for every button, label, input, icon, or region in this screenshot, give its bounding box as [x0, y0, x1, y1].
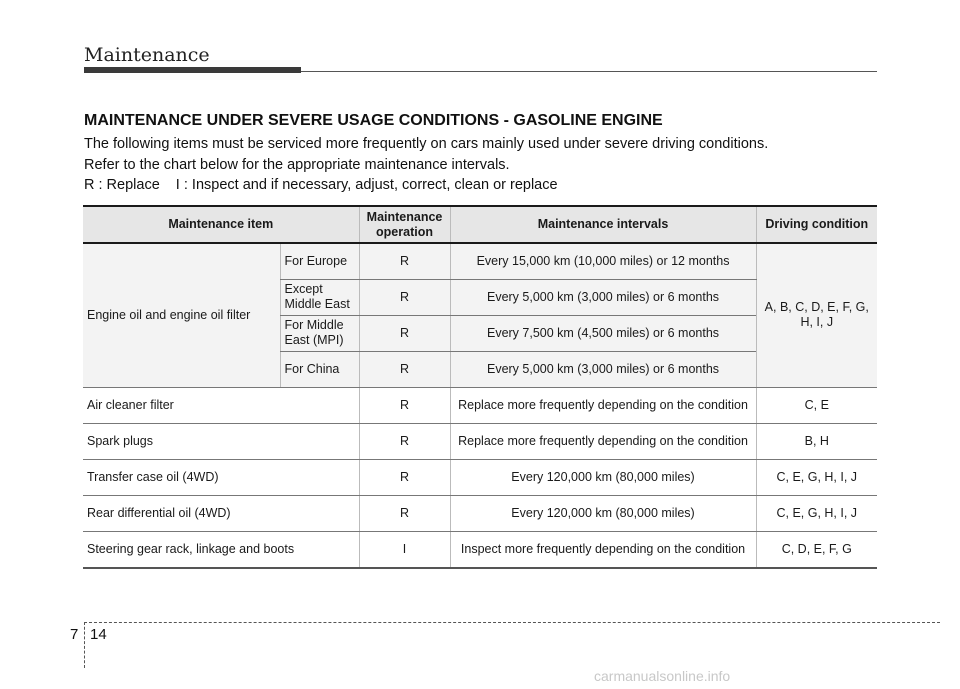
operation-cell: R: [359, 279, 450, 315]
condition-cell: C, E, G, H, I, J: [756, 459, 877, 495]
watermark: carmanualsonline.info: [594, 668, 731, 684]
operation-cell: R: [359, 243, 450, 279]
region-cell: Except Middle East: [280, 279, 359, 315]
item-cell: Rear differential oil (4WD): [83, 495, 359, 531]
interval-cell: Every 5,000 km (3,000 miles) or 6 months: [450, 279, 756, 315]
operation-cell: R: [359, 423, 450, 459]
item-engine-oil: Engine oil and engine oil filter: [83, 243, 280, 387]
legend-replace: R : Replace: [84, 177, 160, 193]
page-number: 14: [90, 626, 107, 643]
operation-cell: I: [359, 531, 450, 568]
item-cell: Steering gear rack, linkage and boots: [83, 531, 359, 568]
intro-line-2: Refer to the chart below for the appropriate maintenance intervals.: [84, 157, 510, 173]
interval-cell: Every 120,000 km (80,000 miles): [450, 495, 756, 531]
chapter-number: 7: [70, 626, 79, 643]
intro-line-1: The following items must be serviced more frequently on cars mainly used under severe driving conditions.: [84, 136, 769, 152]
table-row: [83, 459, 877, 495]
interval-cell: Every 120,000 km (80,000 miles): [450, 459, 756, 495]
table-row: [83, 243, 877, 279]
condition-cell: B, H: [756, 423, 877, 459]
condition-cell: C, D, E, F, G: [756, 531, 877, 568]
running-header: Maintenance: [84, 44, 210, 66]
interval-cell: Every 5,000 km (3,000 miles) or 6 months: [450, 351, 756, 387]
item-cell: Transfer case oil (4WD): [83, 459, 359, 495]
header-item: Maintenance item: [83, 206, 359, 243]
condition-engine-oil: A, B, C, D, E, F, G, H, I, J: [756, 243, 877, 387]
table-row: [83, 495, 877, 531]
operation-cell: R: [359, 495, 450, 531]
condition-cell: C, E: [756, 387, 877, 423]
table-row: [83, 387, 877, 423]
table-row: [83, 423, 877, 459]
header-interval: Maintenance intervals: [450, 206, 756, 243]
header-rule: [301, 71, 877, 72]
operation-cell: R: [359, 351, 450, 387]
header-bar: [84, 67, 301, 73]
condition-cell: C, E, G, H, I, J: [756, 495, 877, 531]
legend: [84, 177, 558, 193]
region-cell: For Middle East (MPI): [280, 315, 359, 351]
legend-inspect: I : Inspect and if necessary, adjust, correct, clean or replace: [175, 177, 558, 193]
item-cell: Spark plugs: [83, 423, 359, 459]
operation-cell: R: [359, 459, 450, 495]
operation-cell: R: [359, 387, 450, 423]
interval-cell: Every 7,500 km (4,500 miles) or 6 months: [450, 315, 756, 351]
footer-divider: [84, 622, 85, 668]
footer-rule: [84, 622, 940, 623]
table-row: [83, 531, 877, 568]
maintenance-table: [83, 205, 877, 569]
item-cell: Air cleaner filter: [83, 387, 359, 423]
interval-cell: Inspect more frequently depending on the condition: [450, 531, 756, 568]
region-cell: For China: [280, 351, 359, 387]
interval-cell: Every 15,000 km (10,000 miles) or 12 months: [450, 243, 756, 279]
header-operation: Maintenance operation: [359, 206, 450, 243]
region-cell: For Europe: [280, 243, 359, 279]
interval-cell: Replace more frequently depending on the condition: [450, 423, 756, 459]
header-condition: Driving condition: [756, 206, 877, 243]
operation-cell: R: [359, 315, 450, 351]
table-header-row: [83, 206, 877, 243]
section-title: MAINTENANCE UNDER SEVERE USAGE CONDITIONS - GASOLINE ENGINE: [84, 112, 663, 129]
interval-cell: Replace more frequently depending on the condition: [450, 387, 756, 423]
